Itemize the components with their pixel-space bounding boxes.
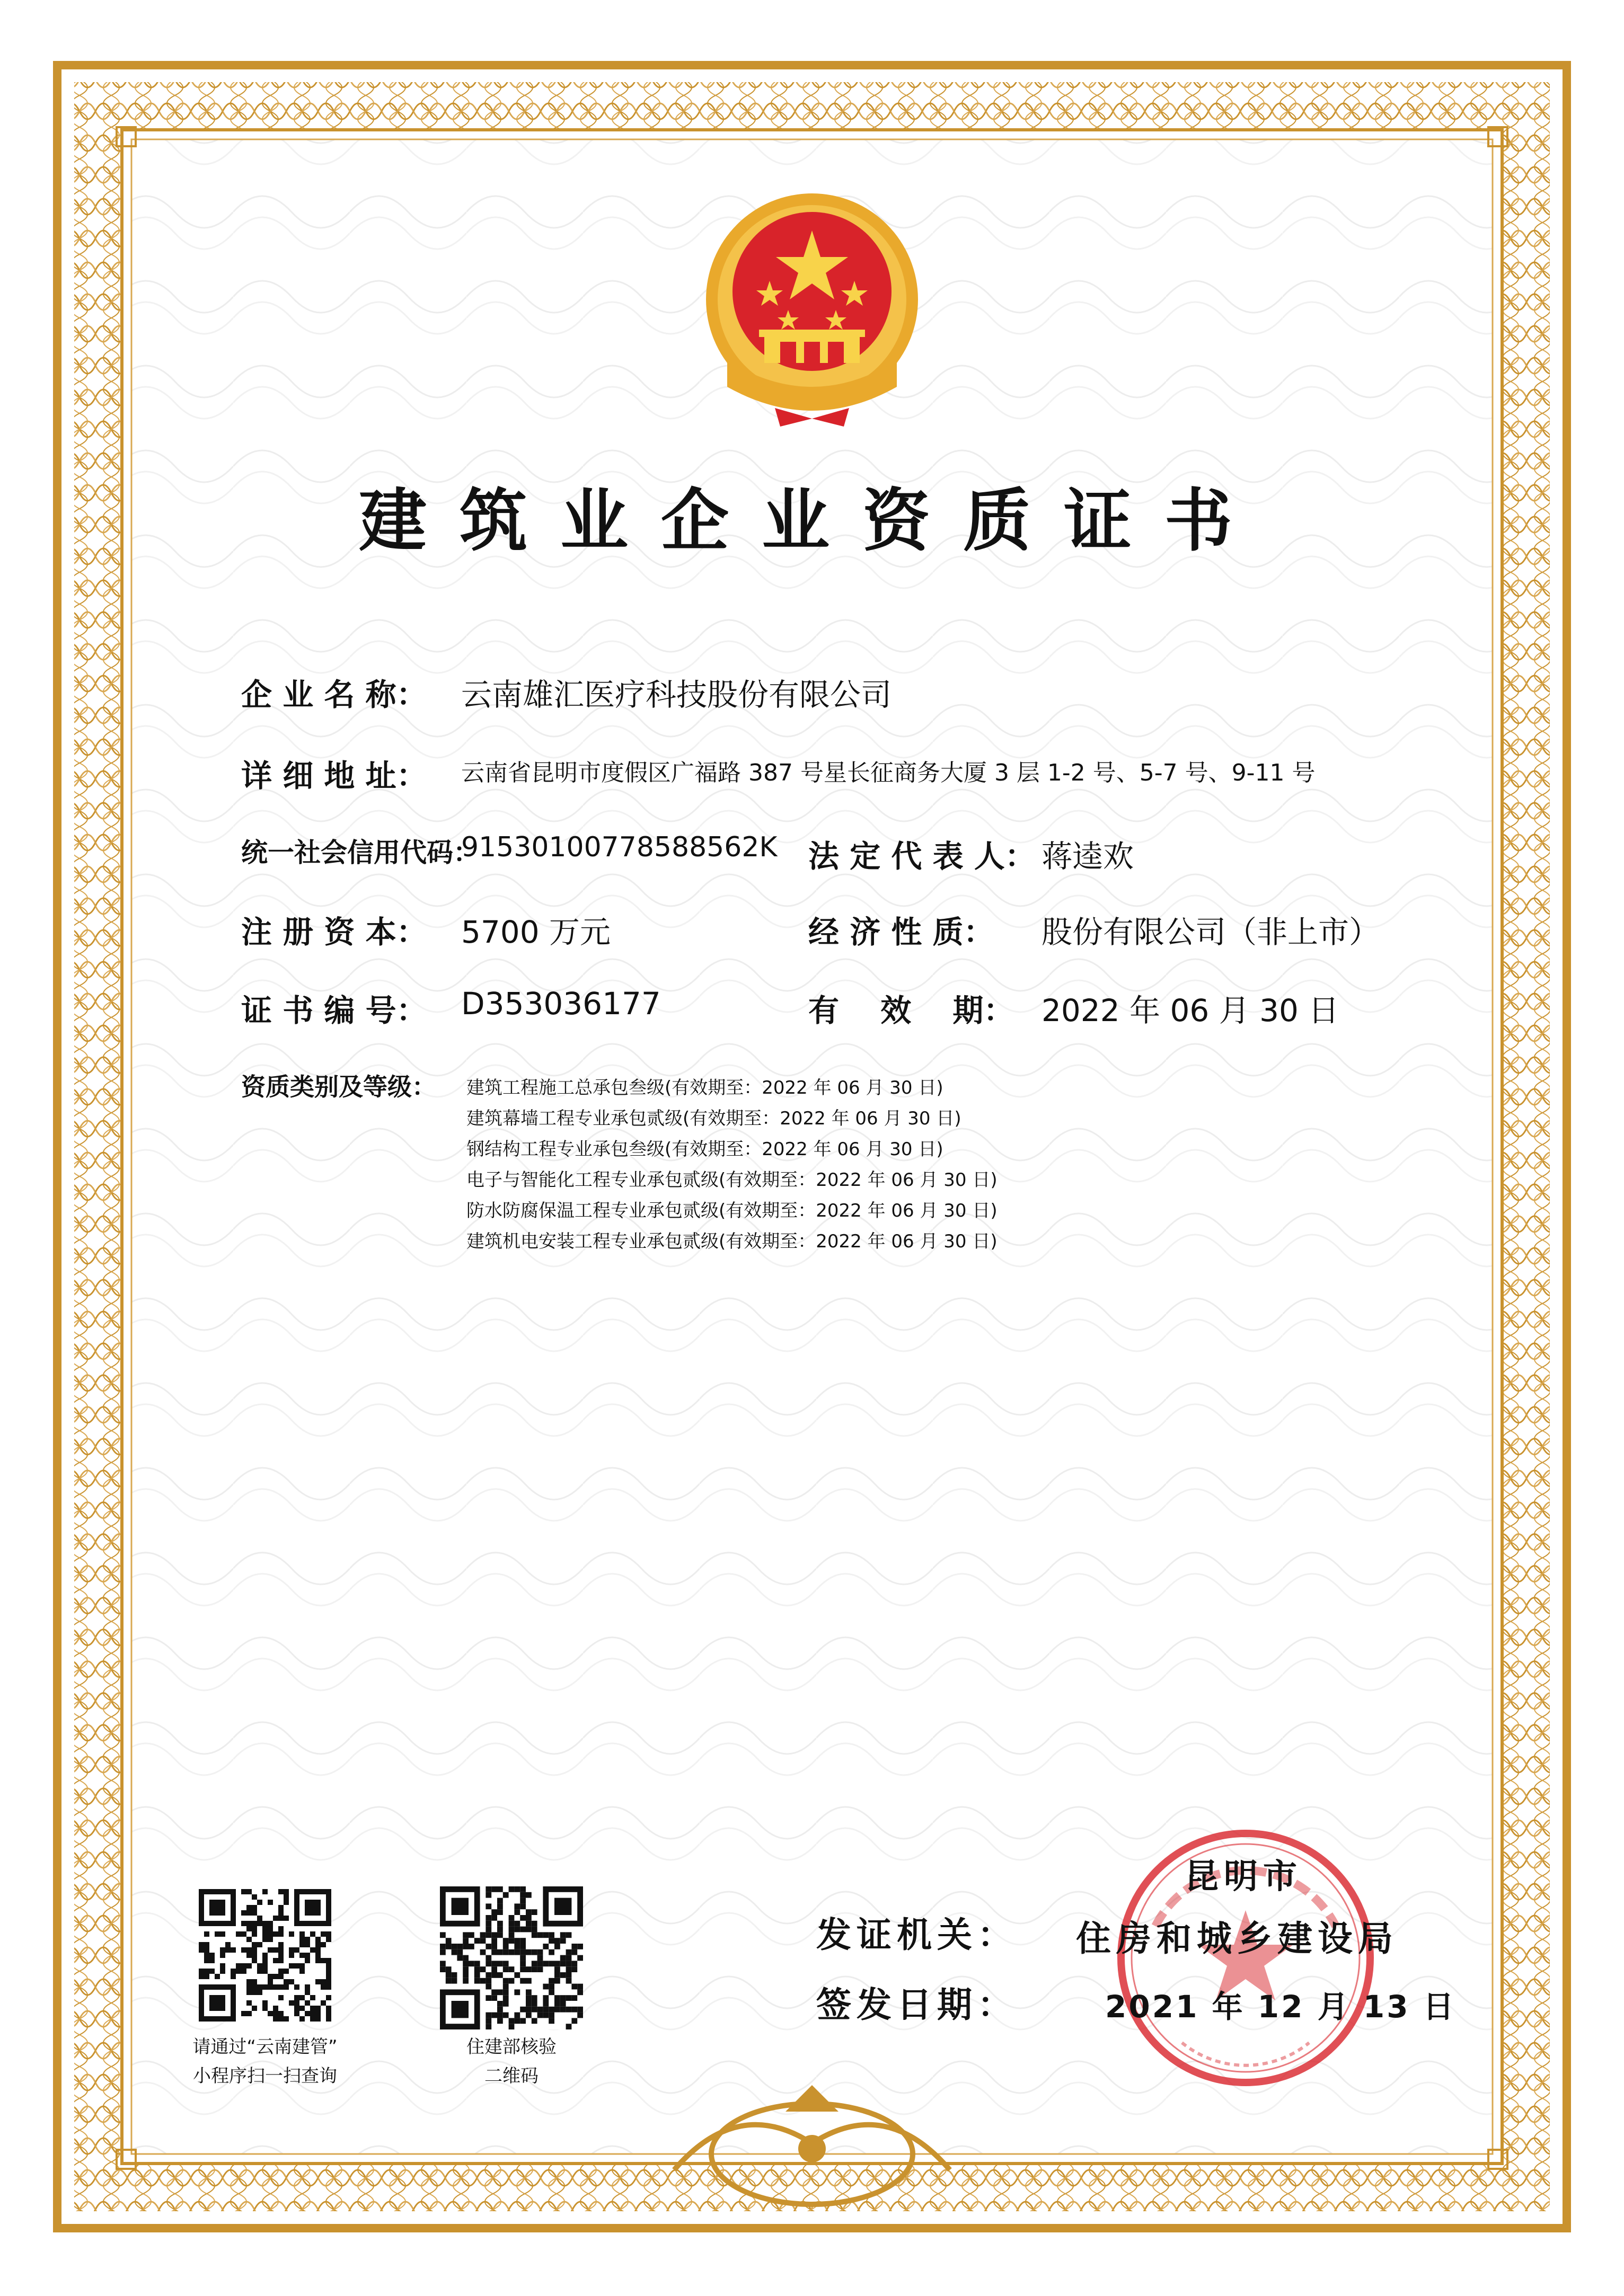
address-value: 云南省昆明市度假区广福路 387 号星长征商务大厦 3 层 1-2 号、5-7 号、9-11 号 (461, 759, 1316, 786)
issue-date-value: 2021 年 12 月 13 日 (1105, 1989, 1456, 2025)
legal-rep-value: 蒋逵欢 (1042, 838, 1134, 874)
qualification-item: 防水防腐保温工程专业承包贰级(有效期至：2022 年 06 月 30 日) (466, 1200, 998, 1221)
qualification-item: 钢结构工程专业承包叁级(有效期至：2022 年 06 月 30 日) (466, 1139, 943, 1160)
company-name-value: 云南雄汇医疗科技股份有限公司 (461, 677, 892, 713)
certificate-title: 建筑业企业资质证书 (358, 481, 1265, 561)
issuer-city: 昆明市 (1185, 1857, 1302, 1896)
qr-code-yunnan[interactable] (199, 1889, 331, 2022)
issuer-label: 发证机关： (816, 1914, 1018, 1955)
qual-label: 资质类别及等级： (241, 1072, 436, 1101)
capital-value: 5700 万元 (461, 914, 611, 950)
qualification-item: 电子与智能化工程专业承包贰级(有效期至：2022 年 06 月 30 日) (466, 1169, 998, 1191)
qr2-caption-line1: 住建部核验 (466, 2036, 557, 2058)
legal-rep-label: 法 定 代 表 人： (808, 838, 1036, 874)
credit-code-value: 91530100778588562K (461, 831, 778, 863)
cert-no-value: D353036177 (461, 986, 661, 1022)
valid-until-value: 2022 年 06 月 30 日 (1042, 992, 1339, 1029)
qualification-item: 建筑机电安装工程专业承包贰级(有效期至：2022 年 06 月 30 日) (466, 1231, 998, 1252)
credit-code-label: 统一社会信用代码： (241, 837, 480, 868)
qualification-item: 建筑幕墙工程专业承包贰级(有效期至：2022 年 06 月 30 日) (466, 1108, 961, 1129)
valid-until-label: 有 效 期： (808, 992, 1014, 1029)
issuer-value: 住房和城乡建设局 (1076, 1918, 1398, 1959)
capital-label: 注 册 资 本： (241, 914, 427, 950)
issue-date-label: 签发日期： (816, 1984, 1018, 2025)
company-name-label: 企 业 名 称： (241, 677, 427, 713)
qualification-item: 建筑工程施工总承包叁级(有效期至：2022 年 06 月 30 日) (466, 1077, 943, 1098)
qr-code-mohurd[interactable] (440, 1886, 583, 2029)
qr2-caption-line2: 二维码 (484, 2065, 539, 2087)
econ-nature-label: 经 济 性 质： (808, 914, 994, 950)
qr-caption-line2: 小程序扫一扫查询 (193, 2065, 337, 2087)
econ-nature-value: 股份有限公司（非上市） (1042, 914, 1380, 950)
national-emblem (695, 185, 929, 429)
qr-caption-line1: 请通过“云南建管” (192, 2036, 338, 2058)
cert-no-label: 证 书 编 号： (241, 992, 427, 1029)
address-label: 详 细 地 址： (241, 758, 427, 794)
